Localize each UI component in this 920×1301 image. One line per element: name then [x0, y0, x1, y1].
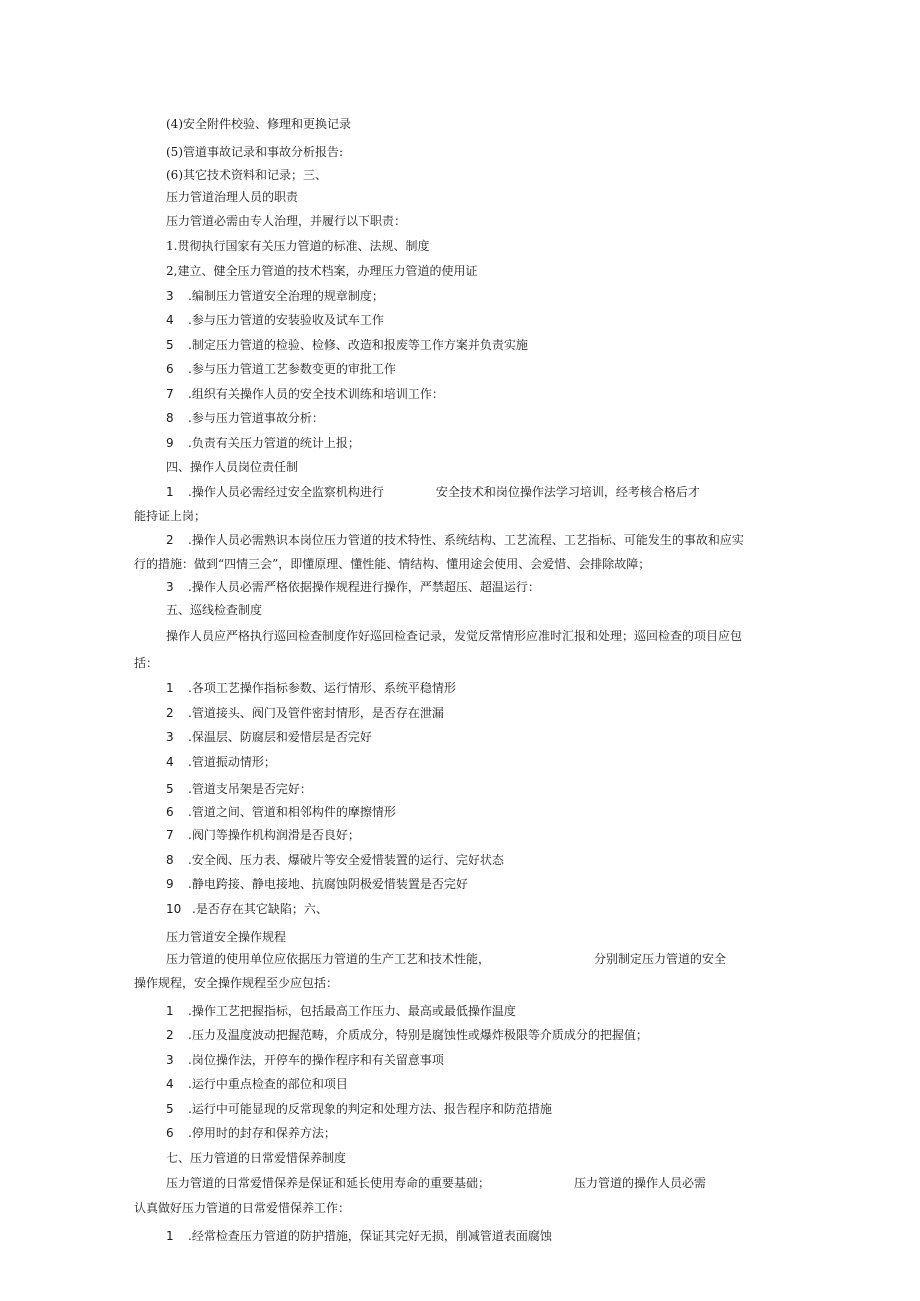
- list-item: [166, 901, 328, 917]
- list-number: 5: [166, 338, 174, 352]
- line-text: (5)管道事故记录和事故分析报告:: [166, 145, 344, 159]
- line-text: .参与压力管道工艺参数变更的审批工作: [188, 362, 396, 376]
- line-text: .是否存在其它缺陷；六、: [192, 902, 328, 916]
- list-number: 6: [166, 362, 174, 376]
- line-text: .操作人员必需熟识本岗位压力管道的技术特性、系统结构、工艺流程、工艺指标、可能发生的事故和应实: [188, 533, 744, 547]
- list-item: [166, 532, 744, 548]
- line-text: 操作人员应严格执行巡回检查制度作好巡回检查记录，发觉反常情形应准时汇报和处理；巡回检查的项目应包: [166, 629, 743, 643]
- list-item: [166, 680, 456, 696]
- list-item: [166, 435, 360, 451]
- record-item-4: [166, 116, 351, 132]
- paragraph: [166, 213, 406, 229]
- line-text: .管道之间、管道和相邻构件的摩擦情形: [188, 805, 396, 819]
- list-number: 4: [166, 755, 174, 769]
- line-text: .压力及温度波动把握范畴，介质成分，特别是腐蚀性或爆炸极限等介质成分的把握值；: [188, 1028, 648, 1042]
- list-number: 9: [166, 436, 174, 450]
- paragraph-continuation: [134, 556, 650, 572]
- list-item: [166, 852, 504, 868]
- list-item: [166, 876, 468, 892]
- list-number: 1: [166, 485, 174, 499]
- list-item: [166, 410, 324, 426]
- list-item: [166, 386, 444, 402]
- list-number: 3: [166, 730, 174, 744]
- list-number: 3: [166, 289, 174, 303]
- line-text: .安全阀、压力表、爆破片等安全爱惜装置的运行、完好状态: [188, 853, 504, 867]
- section-heading: [166, 1150, 346, 1166]
- line-text: .操作人员必需严格依据操作规程进行操作，严禁超压、超温运行：: [188, 580, 540, 594]
- section-heading: [166, 929, 286, 945]
- list-number: 1: [166, 1229, 174, 1243]
- line-text: .运行中可能显现的反常现象的判定和处理方法、报告程序和防范措施: [188, 1102, 552, 1116]
- list-item: [166, 361, 396, 377]
- line-text: 五、巡线检查制度: [166, 603, 263, 617]
- list-item: [166, 579, 540, 595]
- list-item: [166, 484, 700, 500]
- line-text: .管道振动情形；: [188, 755, 276, 769]
- list-number: 3: [166, 580, 174, 594]
- line-text: 七、压力管道的日常爱惜保养制度: [166, 1151, 347, 1165]
- line-text: .管道支吊架是否完好：: [188, 782, 312, 796]
- list-number: 6: [166, 805, 174, 819]
- line-text: .运行中重点检查的部位和项目: [188, 1077, 348, 1091]
- list-item: [166, 337, 528, 353]
- section-heading: [166, 602, 262, 618]
- line-text: .管道接头、阀门及管件密封情形，是否存在泄漏: [188, 706, 444, 720]
- paragraph: [166, 628, 742, 644]
- line-text: 2,建立、健全压力管道的技术档案，办理压力管道的使用证: [166, 264, 478, 278]
- line-text: .各项工艺操作指标参数、运行情形、系统平稳情形: [188, 681, 456, 695]
- list-item: [166, 1027, 648, 1043]
- line-text: 四、操作人员岗位责任制: [166, 460, 299, 474]
- line-text: .组织有关操作人员的安全技术训练和培训工作：: [188, 387, 444, 401]
- list-item: [166, 1228, 552, 1244]
- line-text: .参与压力管道的安装验收及试车工作: [188, 313, 384, 327]
- list-item: [166, 1125, 336, 1141]
- line-text: .保温层、防腐层和爱惜层是否完好: [188, 730, 372, 744]
- line-text-continued: 安全技术和岗位操作法学习培训，经考核合格后才: [435, 485, 700, 499]
- line-text-continued: 压力管道的操作人员必需: [574, 1176, 707, 1190]
- line-text: .岗位操作法，开停车的操作程序和有关留意事项: [188, 1053, 444, 1067]
- list-item: [166, 312, 384, 328]
- list-number: 4: [166, 313, 174, 327]
- line-text: .编制压力管道安全治理的规章制度；: [188, 289, 384, 303]
- list-item: [166, 804, 396, 820]
- line-text: 括：: [134, 656, 159, 670]
- line-text: .参与压力管道事故分析：: [188, 411, 324, 425]
- list-number: 5: [166, 1102, 174, 1116]
- list-item: [166, 288, 384, 304]
- list-item: [166, 1003, 516, 1019]
- list-number: 7: [166, 387, 174, 401]
- list-number: 10: [166, 902, 182, 916]
- list-item: [166, 1101, 552, 1117]
- line-text: .制定压力管道的检验、检修、改造和报废等工作方案并负责实施: [188, 338, 528, 352]
- list-number: 7: [166, 828, 174, 842]
- line-text: 压力管道安全操作规程: [166, 930, 287, 944]
- list-number: 4: [166, 1077, 174, 1091]
- line-text: .静电跨接、静电接地、抗腐蚀阴极爱惜装置是否完好: [188, 877, 468, 891]
- list-item: [166, 238, 429, 254]
- paragraph: [166, 1175, 706, 1191]
- line-text: .经常检查压力管道的防护措施，保证其完好无损，削减管道表面腐蚀: [188, 1229, 552, 1243]
- line-text-continued: 分别制定压力管道的安全: [594, 952, 727, 966]
- paragraph-continuation: [134, 508, 206, 524]
- line-text: .阀门等操作机构润滑是否良好；: [188, 828, 360, 842]
- line-text: 压力管道的日常爱惜保养是保证和延长使用寿命的重要基础；: [166, 1176, 491, 1190]
- line-text: 压力管道必需由专人治理，并履行以下职责：: [166, 214, 407, 228]
- list-number: 1: [166, 1004, 174, 1018]
- record-item-5: [166, 144, 343, 160]
- line-text: (6)其它技术资料和记录；三、: [166, 168, 327, 182]
- line-text: 认真做好压力管道的日常爱惜保养工作：: [134, 1201, 351, 1215]
- list-item: [166, 754, 276, 770]
- list-number: 8: [166, 411, 174, 425]
- line-text: .停用时的封存和保养方法；: [188, 1126, 336, 1140]
- line-text: 能持证上岗；: [134, 509, 207, 523]
- section-heading: [166, 189, 298, 205]
- list-number: 2: [166, 1028, 174, 1042]
- line-text: 行的措施：做到“四情三会”，即懂原理、懂性能、情结构、懂用途会使用、会爱惜、会排除故障；: [134, 557, 651, 571]
- list-item: [166, 1052, 444, 1068]
- paragraph: [166, 951, 726, 967]
- list-number: 8: [166, 853, 174, 867]
- list-number: 3: [166, 1053, 174, 1067]
- line-text: 1.贯彻执行国家有关压力管道的标准、法规、制度: [166, 239, 430, 253]
- section-heading: [166, 459, 298, 475]
- list-number: 5: [166, 782, 174, 796]
- paragraph-continuation: [134, 1200, 350, 1216]
- list-number: 6: [166, 1126, 174, 1140]
- line-text: 压力管道治理人员的职责: [166, 190, 299, 204]
- list-number: 2: [166, 533, 174, 547]
- list-item: [166, 781, 312, 797]
- list-item: [166, 729, 372, 745]
- line-text: 操作规程，安全操作规程至少应包括：: [134, 976, 339, 990]
- list-number: 9: [166, 877, 174, 891]
- line-text: 压力管道的使用单位应依据压力管道的生产工艺和技术性能，: [166, 952, 491, 966]
- list-item: [166, 827, 360, 843]
- list-number: 1: [166, 681, 174, 695]
- paragraph-continuation: [134, 655, 158, 671]
- paragraph-continuation: [134, 975, 338, 991]
- line-text: .操作工艺把握指标，包括最高工作压力、最高或最低操作温度: [188, 1004, 516, 1018]
- list-item: [166, 1076, 348, 1092]
- list-item: [166, 263, 477, 279]
- list-item: [166, 705, 444, 721]
- record-item-6: [166, 167, 327, 183]
- list-number: 2: [166, 706, 174, 720]
- line-text: .负责有关压力管道的统计上报；: [188, 436, 360, 450]
- line-text: .操作人员必需经过安全监察机构进行: [188, 485, 384, 499]
- line-text: (4)安全附件校验、修理和更换记录: [166, 117, 351, 131]
